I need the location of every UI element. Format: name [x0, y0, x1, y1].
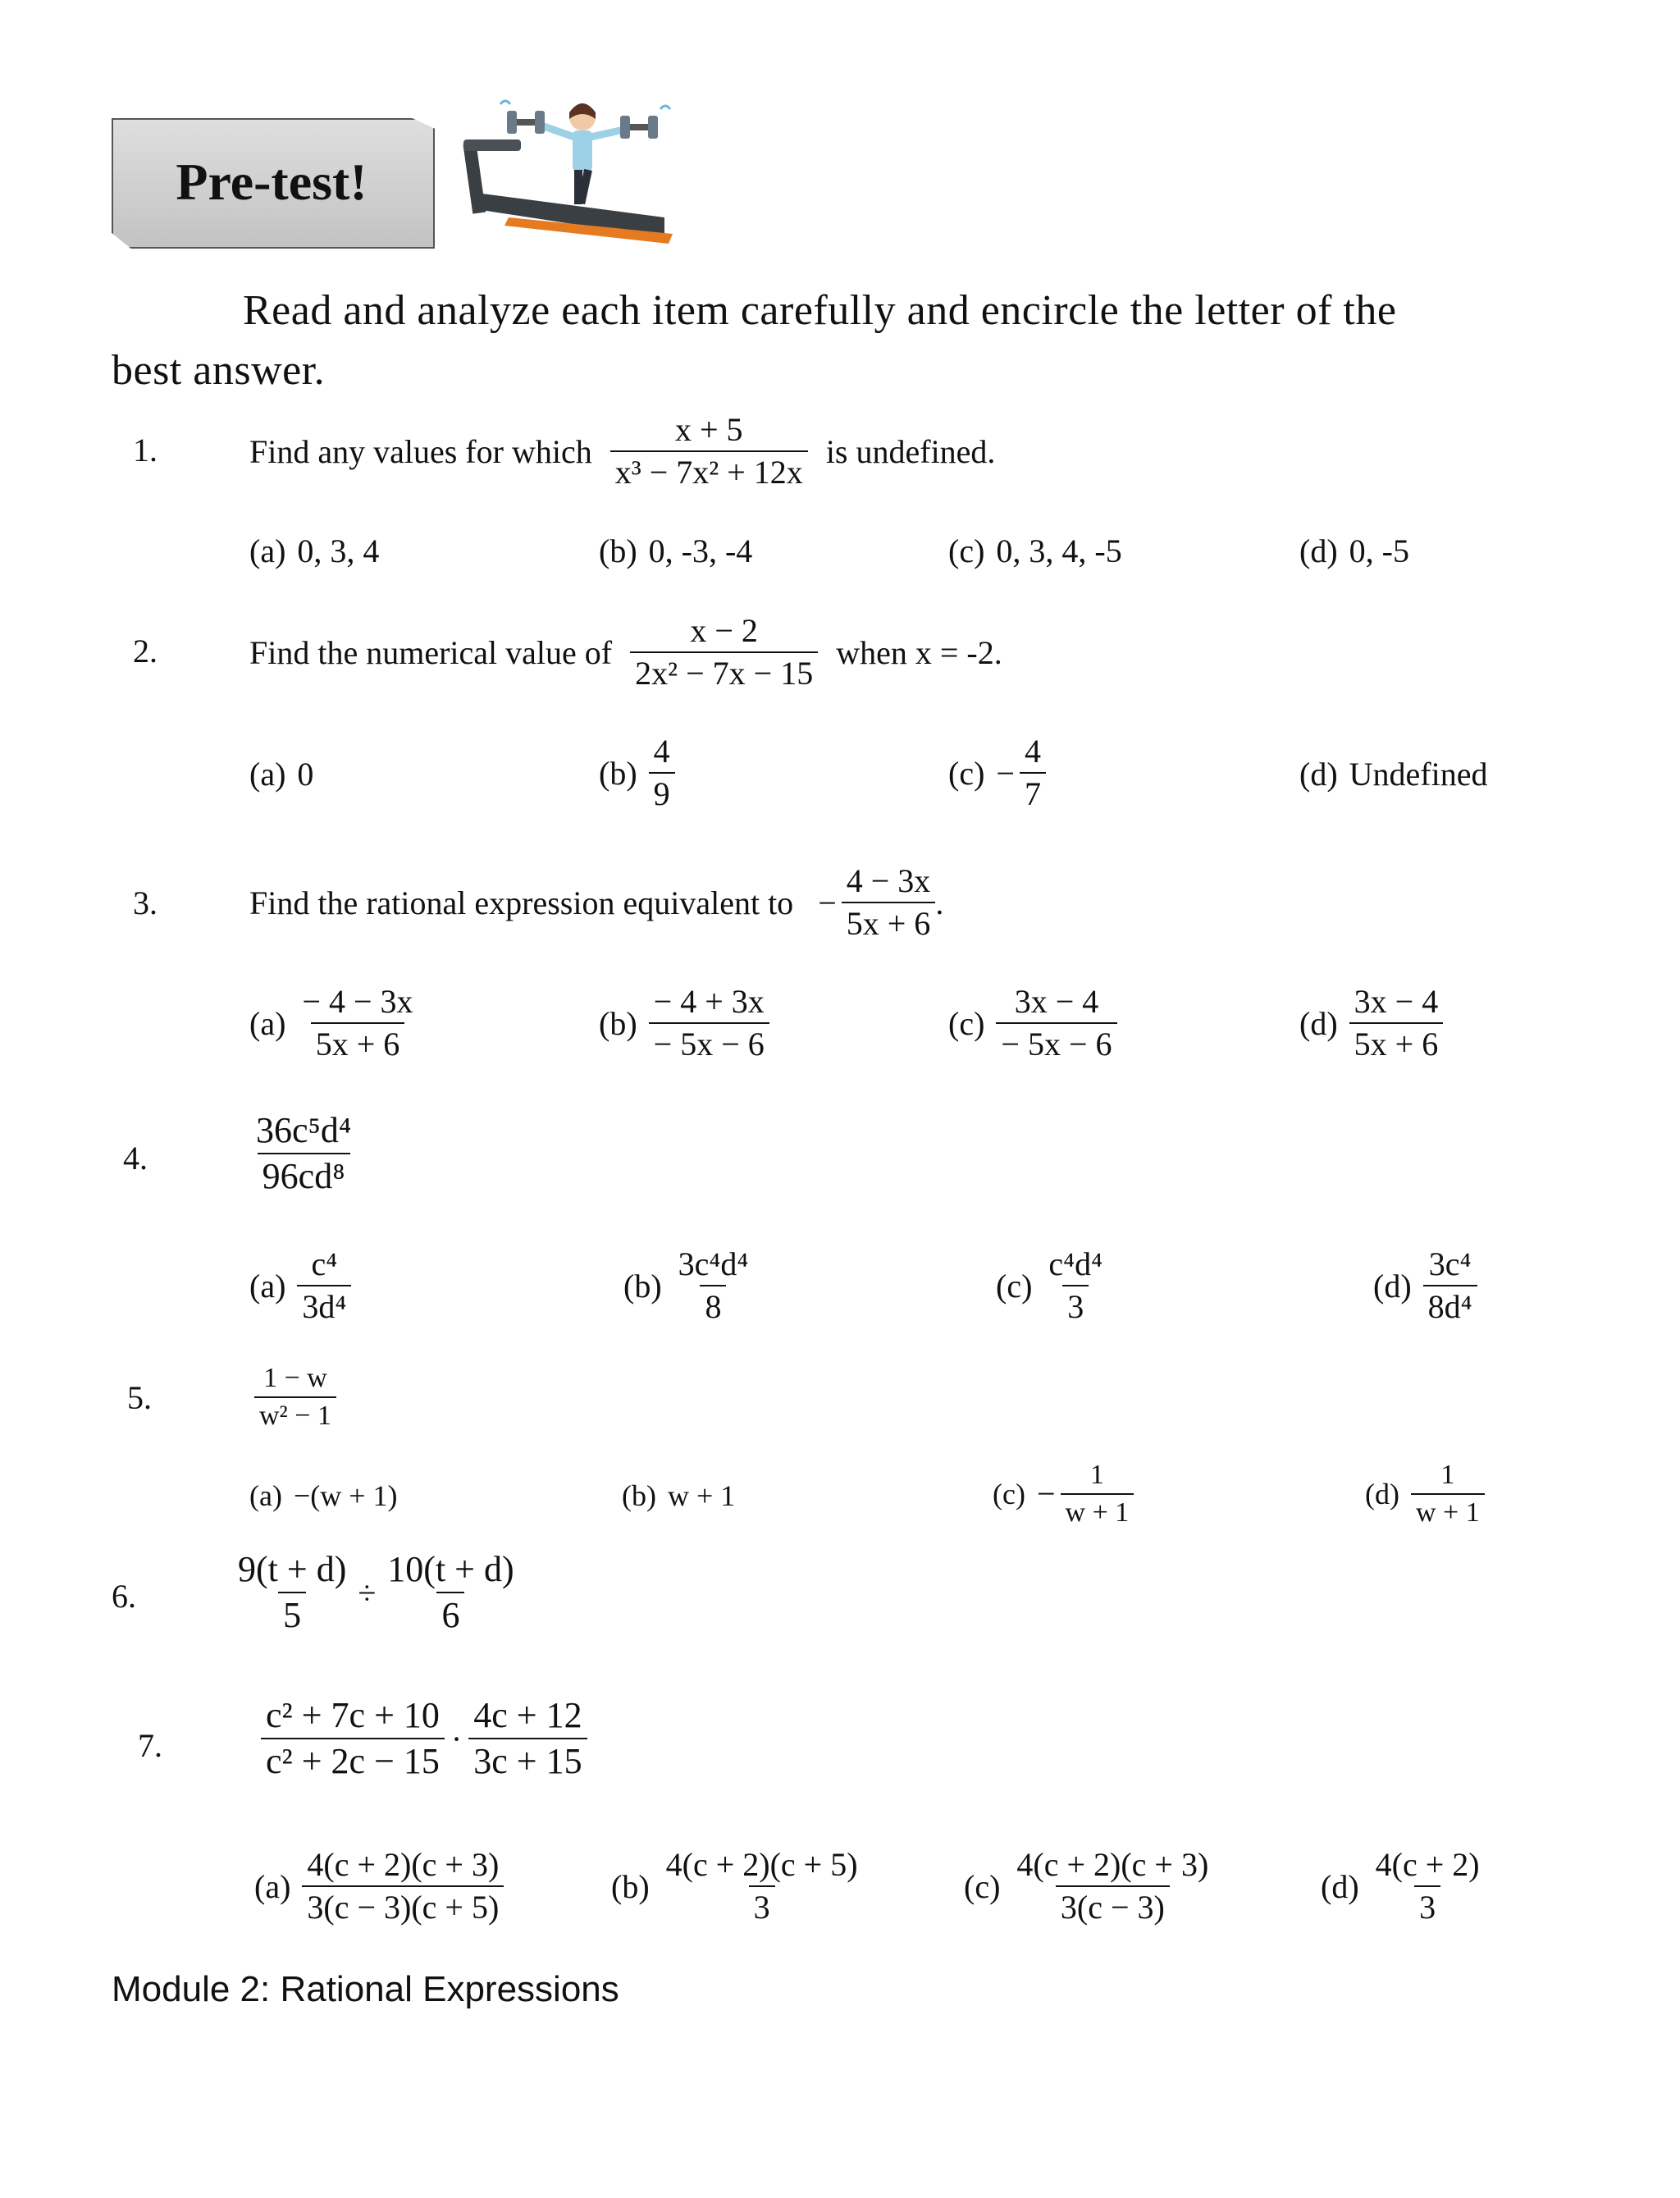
item-4-expression: $\frac{\text{36c⁵d⁴}}{\text{96cd⁸}}$ [256, 1110, 352, 1197]
item-2-option-b[interactable]: (b) $\frac{4}{9}$ [599, 734, 675, 811]
item-4-option-c[interactable]: (c) $\frac{\text{c⁴d⁴}}{3}$ [996, 1247, 1107, 1324]
denominator: 5x + 6 [842, 902, 936, 941]
option-fraction: $\frac{4(c + 2)(c + 3)}{3(c - 3)(c + 5)}$ [302, 1848, 504, 1925]
option-fraction: $\frac{3x - 4}{5x + 6}$ [1349, 985, 1444, 1062]
option-fraction: $\frac{4}{9}$ [649, 734, 675, 811]
item-7-option-a[interactable]: (a) $\frac{4(c + 2)(c + 3)}{3(c - 3)(c + 5)}$ [254, 1848, 504, 1925]
multiply-operator: · [450, 1720, 463, 1757]
item-1-prompt-end: is undefined. [825, 432, 996, 470]
item-1-option-c[interactable]: (c) 0, 3, 4, -5 [948, 532, 1122, 569]
item-6-expression: $\frac{9(t + d)}{5}$ ÷ $\frac{10(t + d)}{6}$ [238, 1549, 514, 1636]
item-3-option-d[interactable]: (d) $\frac{3x - 4}{5x + 6}$ [1299, 985, 1443, 1062]
item-7-expression: $\frac{\text{c² + 7c + 10}}{\text{c² + 2c − 15}}$ · $\frac{4c + 12}{3c + 15}$ [261, 1697, 587, 1780]
item-4-option-a[interactable]: (a) $\frac{\text{c⁴}}{\text{3d⁴}}$ [249, 1247, 351, 1324]
divide-operator: ÷ [358, 1574, 377, 1611]
item-3-prompt: Find the rational expression equivalent to [249, 884, 794, 921]
item-3-option-b[interactable]: (b) $\frac{- 4 + 3x}{- 5x - 6}$ [599, 985, 769, 1062]
denominator: x³ − 7x² + 12x [610, 450, 808, 490]
numerator: x − 2 [690, 612, 758, 649]
option-fraction: $\frac{1}{w + 1}$ [1061, 1460, 1134, 1527]
treadmill-mascot-illustration [459, 94, 705, 246]
item-3-expression [842, 864, 936, 941]
item-1-option-b[interactable]: (b) 0, -3, -4 [599, 532, 753, 569]
item-2-option-a[interactable]: (a) 0 [249, 756, 314, 793]
item-5-option-d[interactable]: (d) $\frac{1}{w + 1}$ [1365, 1460, 1485, 1527]
item-1-question [249, 406, 995, 496]
item-6-number: 6. [112, 1578, 136, 1615]
instructions-line-1: Read and analyze each item carefully and encircle the letter of the [243, 287, 1397, 334]
item-3-option-c[interactable]: (c) $\frac{3x - 4}{- 5x - 6}$ [948, 985, 1117, 1062]
item-3-number: 3. [133, 884, 158, 921]
option-fraction: $\frac{\text{3c⁴d⁴}}{8}$ [678, 1245, 749, 1325]
item-7-number: 7. [138, 1727, 162, 1764]
item-2-expression [630, 614, 818, 691]
item-1-number: 1. [133, 432, 158, 468]
item-4-option-b[interactable]: (b) $\frac{\text{3c⁴d⁴}}{8}$ [623, 1247, 753, 1324]
item-2-number: 2. [133, 633, 158, 669]
option-fraction: $\frac{4(c + 2)}{3}$ [1375, 1846, 1480, 1926]
item-5-option-a[interactable]: (a) −(w + 1) [249, 1479, 398, 1512]
option-fraction: $\frac{\text{c⁴d⁴}}{3}$ [1048, 1245, 1103, 1325]
item-2-option-d[interactable]: (d) Undefined [1299, 756, 1488, 793]
option-fraction: $\frac{\text{c⁴}}{\text{3d⁴}}$ [297, 1247, 351, 1324]
option-fraction: $\frac{\text{3c⁴}}{\text{8d⁴}}$ [1423, 1247, 1477, 1324]
item-5-number: 5. [127, 1379, 152, 1416]
item-2-option-c[interactable]: (c) − $\frac{4}{7}$ [948, 734, 1046, 811]
option-fraction: $\frac{4(c + 2)(c + 3)}{3(c - 3)}$ [1016, 1846, 1209, 1926]
item-3-question: Find the rational expression equivalent to − $\frac{4 - 3x}{5x + 6}$ . [249, 862, 944, 942]
option-fraction: $\frac{3x - 4}{- 5x - 6}$ [996, 985, 1116, 1062]
denominator: 2x² − 7x − 15 [630, 651, 818, 691]
item-3-option-a[interactable]: (a) $\frac{- 4 - 3x}{5x + 6}$ [249, 985, 418, 1062]
numerator: 4 − 3x [846, 862, 931, 899]
item-5-option-b[interactable]: (b) w + 1 [622, 1479, 736, 1512]
option-fraction: $\frac{4}{7}$ [1020, 734, 1046, 811]
item-1-expression [610, 413, 808, 490]
item-1-prompt: Find any values for which [249, 432, 592, 470]
numerator: x + 5 [674, 411, 743, 448]
option-fraction: $\frac{- 4 + 3x}{- 5x - 6}$ [649, 985, 769, 1062]
item-2-prompt: Find the numerical value of [249, 633, 613, 671]
item-7-option-b[interactable]: (b) $\frac{4(c + 2)(c + 5)}{3}$ [611, 1848, 863, 1925]
option-fraction: $\frac{4(c + 2)(c + 5)}{3}$ [665, 1846, 858, 1926]
item-2-prompt-end: when x = -2. [836, 633, 1002, 671]
item-4-option-d[interactable]: (d) $\frac{\text{3c⁴}}{\text{8d⁴}}$ [1373, 1247, 1477, 1324]
page-title: Pre-test! [176, 152, 368, 211]
item-4-number: 4. [123, 1140, 148, 1177]
page-footer: Module 2: Rational Expressions [112, 1969, 619, 2009]
option-fraction: $\frac{1}{w + 1}$ [1411, 1460, 1485, 1527]
item-2-question [249, 607, 1002, 697]
item-5-option-c[interactable]: (c) − $\frac{1}{w + 1}$ [993, 1460, 1134, 1527]
option-fraction: $\frac{- 4 - 3x}{5x + 6}$ [302, 983, 413, 1062]
item-5-expression: $\frac{1 - w}{\text{w² − 1}}$ [254, 1364, 336, 1430]
item-1-option-d[interactable]: (d) 0, -5 [1299, 532, 1409, 569]
item-7-option-c[interactable]: (c) $\frac{4(c + 2)(c + 3)}{3(c - 3)}$ [964, 1848, 1213, 1925]
item-7-option-d[interactable]: (d) $\frac{4(c + 2)}{3}$ [1321, 1848, 1485, 1925]
instructions-line-2: best answer. [112, 347, 326, 394]
item-1-option-a[interactable]: (a) 0, 3, 4 [249, 532, 380, 569]
